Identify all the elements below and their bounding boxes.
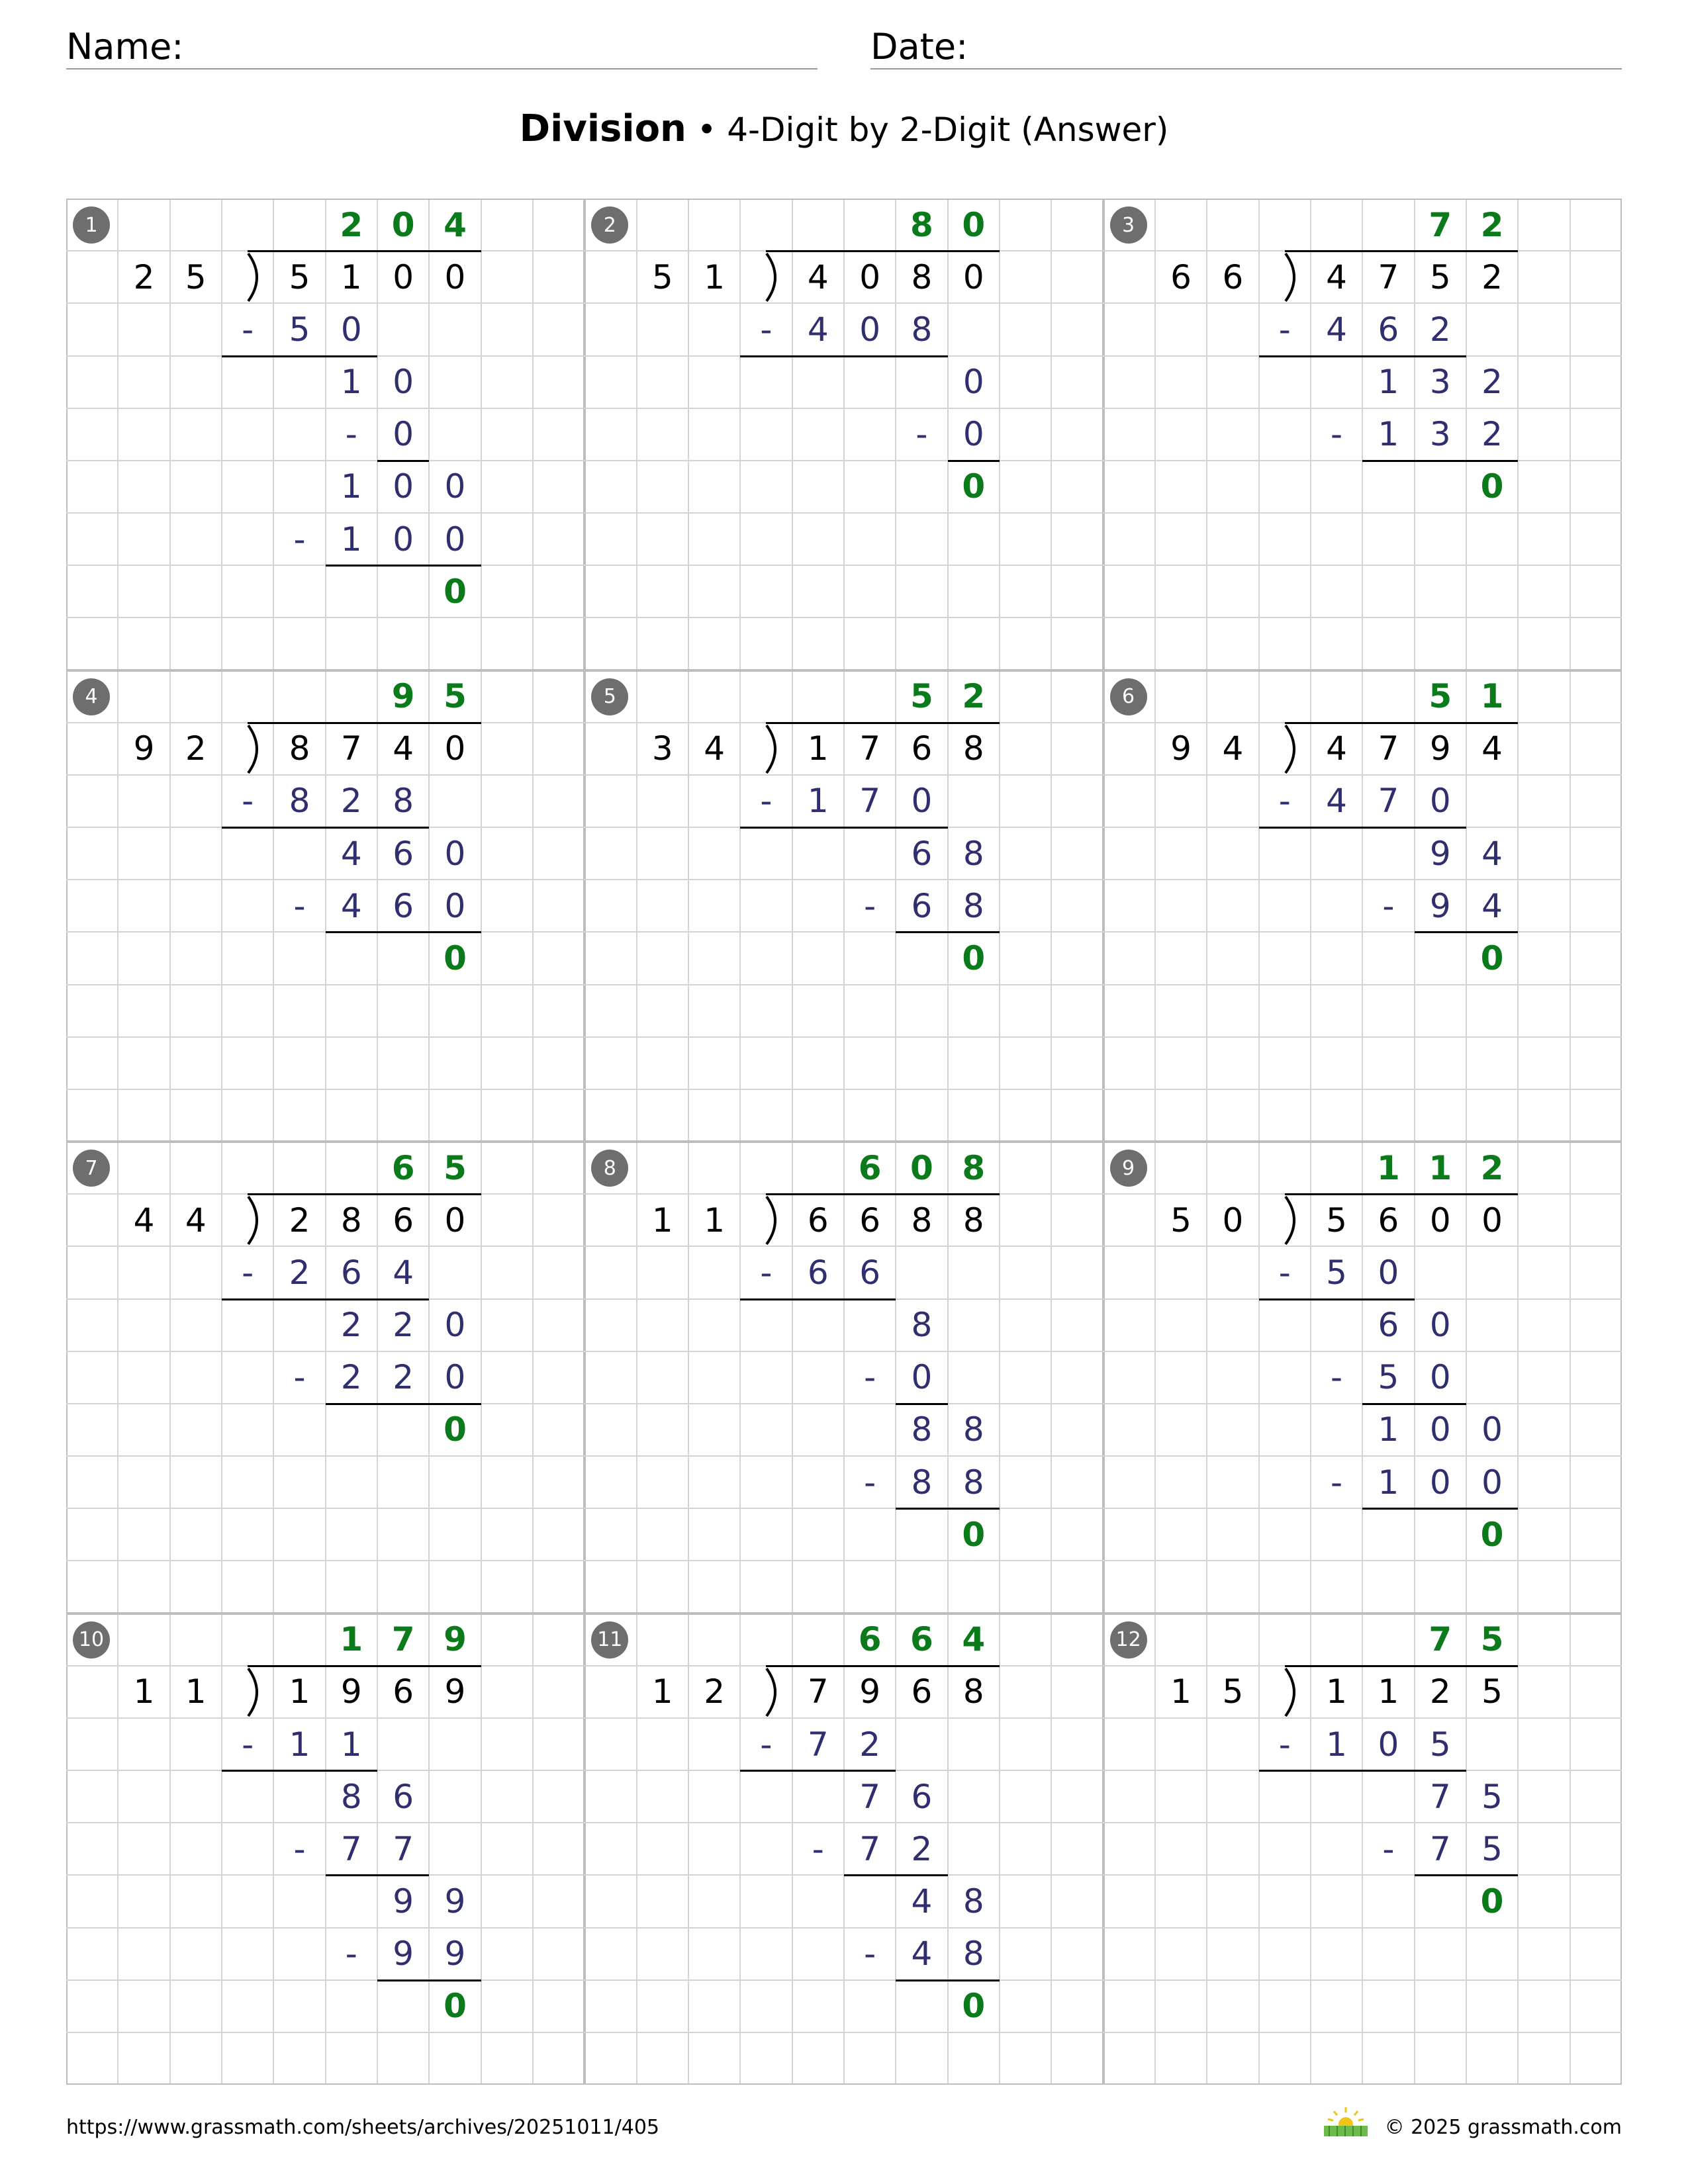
subtraction-line [740, 355, 947, 357]
partial-dividend-digit: 8 [911, 1306, 933, 1345]
worksheet-grid [66, 199, 1622, 2085]
partial-dividend-digit: 6 [393, 834, 414, 873]
divisor-digit: 1 [185, 1672, 207, 1711]
subtrahend-digit: 8 [962, 1934, 984, 1974]
partial-dividend-digit: 9 [444, 1882, 466, 1921]
divisor-digit: 9 [133, 729, 155, 768]
problem-number-badge: 4 [73, 678, 110, 715]
problem-number-badge: 1 [73, 206, 110, 244]
subtrahend-digit: 7 [340, 1829, 362, 1868]
dividend-digit: 0 [393, 257, 414, 296]
subtrahend-digit: 2 [289, 1253, 310, 1292]
subtrahend-digit: 4 [1326, 310, 1347, 349]
problem-number-badge: 12 [1110, 1621, 1147, 1659]
subtrahend-digit: 8 [289, 782, 310, 821]
divisor-digit: 1 [133, 1672, 155, 1711]
divisor-digit: 1 [1170, 1672, 1192, 1711]
problem-number-badge: 3 [1110, 206, 1147, 244]
subtrahend-digit: 0 [444, 886, 466, 925]
subtrahend-digit: 9 [1429, 886, 1451, 925]
minus-sign: - [864, 1934, 876, 1974]
minus-sign: - [1278, 782, 1291, 821]
division-bracket [222, 251, 273, 303]
partial-dividend-digit: 8 [340, 1777, 362, 1816]
quotient-digit: 5 [1480, 1620, 1504, 1659]
title-subtitle: • 4-Digit by 2-Digit (Answer) [696, 111, 1169, 149]
quotient-digit: 2 [340, 205, 363, 244]
dividend-digit: 1 [340, 257, 362, 296]
division-bracket [222, 1194, 273, 1246]
subtrahend-digit: 3 [1429, 415, 1451, 454]
divisor-digit: 1 [651, 1672, 673, 1711]
partial-dividend-digit: 7 [859, 1777, 880, 1816]
dividend-digit: 6 [393, 1201, 414, 1240]
minus-sign: - [345, 1934, 357, 1974]
subtrahend-digit: 2 [340, 782, 362, 821]
subtrahend-digit: 6 [911, 886, 933, 925]
problem-number-badge: 5 [591, 678, 628, 715]
dividend-digit: 8 [962, 729, 984, 768]
subtrahend-digit: 1 [340, 1725, 362, 1764]
dividend-digit: 4 [1326, 257, 1347, 296]
division-bracket [740, 723, 792, 775]
dividend-digit: 9 [859, 1672, 880, 1711]
subtrahend-digit: 5 [1429, 1725, 1451, 1764]
partial-dividend-digit: 0 [444, 834, 466, 873]
partial-dividend-digit: 8 [911, 1410, 933, 1449]
dividend-digit: 7 [1378, 257, 1399, 296]
quotient-digit: 5 [444, 1148, 467, 1187]
subtrahend-digit: 4 [1326, 782, 1347, 821]
subtrahend-digit: 5 [1326, 1253, 1347, 1292]
minus-sign: - [760, 782, 773, 821]
minus-sign: - [864, 886, 876, 925]
divisor-digit: 4 [704, 729, 726, 768]
footer-copyright: © 2025 grassmath.com [1384, 2116, 1622, 2139]
divisor-digit: 0 [1222, 1201, 1244, 1240]
subtrahend-digit: 0 [340, 310, 362, 349]
dividend-digit: 8 [962, 1201, 984, 1240]
dividend-digit: 7 [859, 729, 880, 768]
subtrahend-digit: 8 [911, 1463, 933, 1502]
quotient-digit: 2 [1480, 1148, 1504, 1187]
partial-dividend-digit: 5 [1481, 1777, 1503, 1816]
dividend-digit: 6 [393, 1672, 414, 1711]
divisor-digit: 4 [1222, 729, 1244, 768]
minus-sign: - [1382, 1829, 1395, 1868]
quotient-digit: 6 [391, 1148, 415, 1187]
subtrahend-digit: 0 [444, 520, 466, 559]
subtrahend-digit: 5 [1378, 1358, 1399, 1397]
dividend-digit: 7 [807, 1672, 829, 1711]
subtrahend-digit: 6 [393, 886, 414, 925]
partial-dividend-digit: 0 [1429, 1410, 1451, 1449]
quotient-digit: 0 [391, 205, 415, 244]
remainder-value: 0 [1480, 467, 1504, 506]
minus-sign: - [293, 1829, 306, 1868]
dividend-digit: 5 [1429, 257, 1451, 296]
partial-dividend-digit: 3 [1429, 363, 1451, 402]
quotient-digit: 7 [1429, 205, 1452, 244]
minus-sign: - [293, 520, 306, 559]
partial-dividend-digit: 1 [340, 363, 362, 402]
quotient-digit: 7 [1429, 1620, 1452, 1659]
subtrahend-digit: 9 [393, 1934, 414, 1974]
problem-number-badge: 2 [591, 206, 628, 244]
partial-dividend-digit: 6 [911, 1777, 933, 1816]
subtrahend-digit: 1 [1378, 1463, 1399, 1502]
subtrahend-digit: 2 [859, 1725, 880, 1764]
subtrahend-digit: 6 [859, 1253, 880, 1292]
dividend-digit: 0 [444, 1201, 466, 1240]
remainder-value: 0 [1480, 1515, 1504, 1554]
division-bracket [740, 251, 792, 303]
divisor-digit: 5 [651, 257, 673, 296]
quotient-digit: 6 [858, 1148, 882, 1187]
partial-dividend-digit: 0 [962, 363, 984, 402]
division-bracket [740, 1666, 792, 1718]
quotient-digit: 0 [962, 205, 986, 244]
subtrahend-digit: 6 [807, 1253, 829, 1292]
subtrahend-digit: 2 [393, 1358, 414, 1397]
remainder-value: 0 [962, 938, 986, 978]
minus-sign: - [1278, 1725, 1291, 1764]
dividend-digit: 4 [393, 729, 414, 768]
dividend-digit: 7 [1378, 729, 1399, 768]
partial-dividend-digit: 0 [393, 467, 414, 506]
quotient-digit: 5 [444, 677, 467, 716]
subtrahend-digit: 2 [1429, 310, 1451, 349]
problem-number-badge: 6 [1110, 678, 1147, 715]
partial-dividend-digit: 6 [393, 1777, 414, 1816]
dividend-digit: 5 [1326, 1201, 1347, 1240]
subtrahend-digit: 0 [911, 782, 933, 821]
division-bracket [222, 723, 273, 775]
partial-dividend-digit: 0 [444, 1306, 466, 1345]
partial-dividend-digit: 2 [393, 1306, 414, 1345]
subtrahend-digit: 6 [1378, 310, 1399, 349]
subtrahend-digit: 7 [1429, 1829, 1451, 1868]
dividend-digit: 1 [1378, 1672, 1399, 1711]
partial-dividend-digit: 0 [1481, 1410, 1503, 1449]
partial-dividend-digit: 4 [1481, 834, 1503, 873]
divisor-digit: 6 [1222, 257, 1244, 296]
name-label: Name: [66, 26, 184, 68]
divisor-digit: 2 [704, 1672, 726, 1711]
dividend-digit: 4 [1481, 729, 1503, 768]
name-line[interactable] [66, 68, 818, 69]
subtrahend-digit: 0 [393, 415, 414, 454]
partial-dividend-digit: 7 [1429, 1777, 1451, 1816]
title-main: Division [519, 107, 686, 150]
problem-number-badge: 10 [73, 1621, 110, 1659]
quotient-digit: 7 [391, 1620, 415, 1659]
minus-sign: - [1382, 886, 1395, 925]
subtrahend-digit: 4 [340, 886, 362, 925]
problem-number-badge: 9 [1110, 1150, 1147, 1187]
dividend-digit: 0 [444, 729, 466, 768]
quotient-digit: 2 [1480, 205, 1504, 244]
dividend-digit: 8 [911, 1201, 933, 1240]
partial-dividend-digit: 2 [340, 1306, 362, 1345]
divisor-digit: 5 [1170, 1201, 1192, 1240]
problem-number-badge: 8 [591, 1150, 628, 1187]
subtraction-line [740, 1298, 896, 1300]
dividend-digit: 9 [340, 1672, 362, 1711]
quotient-digit: 2 [962, 677, 986, 716]
problem-number-badge: 7 [73, 1150, 110, 1187]
division-bracket [1259, 1666, 1311, 1718]
quotient-digit: 4 [962, 1620, 986, 1659]
dividend-digit: 6 [859, 1201, 880, 1240]
partial-dividend-digit: 1 [1378, 1410, 1399, 1449]
partial-dividend-digit: 1 [340, 467, 362, 506]
subtrahend-digit: 2 [1481, 415, 1503, 454]
dividend-digit: 4 [1326, 729, 1347, 768]
minus-sign: - [1331, 1358, 1343, 1397]
dividend-digit: 6 [911, 729, 933, 768]
subtrahend-digit: 0 [1481, 1463, 1503, 1502]
subtrahend-digit: 4 [911, 1934, 933, 1974]
minus-sign: - [293, 886, 306, 925]
subtrahend-digit: 1 [340, 520, 362, 559]
subtrahend-digit: 0 [1378, 1725, 1399, 1764]
dividend-digit: 9 [1429, 729, 1451, 768]
subtrahend-digit: 4 [393, 1253, 414, 1292]
dividend-digit: 1 [289, 1672, 310, 1711]
divisor-digit: 4 [133, 1201, 155, 1240]
partial-dividend-digit: 0 [393, 363, 414, 402]
divisor-digit: 2 [185, 729, 207, 768]
subtrahend-digit: 8 [962, 886, 984, 925]
minus-sign: - [760, 1725, 773, 1764]
partial-dividend-digit: 9 [393, 1882, 414, 1921]
subtrahend-digit: 8 [393, 782, 414, 821]
subtrahend-digit: 0 [962, 415, 984, 454]
subtrahend-digit: 8 [962, 1463, 984, 1502]
partial-dividend-digit: 6 [911, 834, 933, 873]
minus-sign: - [1278, 1253, 1291, 1292]
subtrahend-digit: 2 [340, 1358, 362, 1397]
dividend-digit: 8 [962, 1672, 984, 1711]
divisor-digit: 2 [133, 257, 155, 296]
partial-dividend-digit: 8 [962, 834, 984, 873]
partial-dividend-digit: 2 [1481, 363, 1503, 402]
subtrahend-digit: 7 [859, 1829, 880, 1868]
remainder-value: 0 [444, 1410, 467, 1449]
quotient-digit: 8 [910, 205, 933, 244]
dividend-digit: 0 [444, 257, 466, 296]
divisor-digit: 9 [1170, 729, 1192, 768]
subtrahend-digit: 7 [1378, 782, 1399, 821]
dividend-digit: 0 [859, 257, 880, 296]
subtrahend-digit: 0 [1429, 1358, 1451, 1397]
remainder-value: 0 [962, 467, 986, 506]
minus-sign: - [915, 415, 928, 454]
remainder-value: 0 [444, 572, 467, 611]
minus-sign: - [1278, 310, 1291, 349]
remainder-value: 0 [1480, 1882, 1504, 1921]
dividend-digit: 0 [962, 257, 984, 296]
subtrahend-digit: 9 [444, 1934, 466, 1974]
dividend-digit: 8 [340, 1201, 362, 1240]
partial-dividend-digit: 4 [340, 834, 362, 873]
minus-sign: - [760, 1253, 773, 1292]
subtrahend-digit: 5 [1481, 1829, 1503, 1868]
minus-sign: - [242, 782, 254, 821]
subtrahend-digit: 8 [911, 310, 933, 349]
dividend-digit: 5 [1481, 1672, 1503, 1711]
quotient-digit: 1 [340, 1620, 363, 1659]
date-label: Date: [870, 26, 968, 68]
partial-dividend-digit: 6 [1378, 1306, 1399, 1345]
divisor-digit: 1 [651, 1201, 673, 1240]
sun-over-grass-icon [1323, 2105, 1369, 2138]
date-line[interactable] [870, 68, 1622, 69]
dividend-digit: 4 [807, 257, 829, 296]
subtrahend-digit: 5 [289, 310, 310, 349]
minus-sign: - [242, 1253, 254, 1292]
subtrahend-digit: 0 [393, 520, 414, 559]
quotient-digit: 1 [1377, 1148, 1400, 1187]
subtrahend-digit: 4 [1481, 886, 1503, 925]
dividend-digit: 8 [289, 729, 310, 768]
minus-sign: - [1331, 1463, 1343, 1502]
division-bracket [1259, 251, 1311, 303]
subtrahend-digit: 1 [1326, 1725, 1347, 1764]
subtrahend-digit: 7 [807, 1725, 829, 1764]
subtrahend-digit: 6 [340, 1253, 362, 1292]
partial-dividend-digit: 8 [962, 1882, 984, 1921]
minus-sign: - [242, 310, 254, 349]
dividend-digit: 1 [1326, 1672, 1347, 1711]
minus-sign: - [242, 1725, 254, 1764]
dividend-digit: 7 [340, 729, 362, 768]
dividend-digit: 0 [1481, 1201, 1503, 1240]
quotient-digit: 4 [444, 205, 467, 244]
subtrahend-digit: 2 [911, 1829, 933, 1868]
quotient-digit: 5 [910, 677, 933, 716]
quotient-digit: 9 [391, 677, 415, 716]
quotient-digit: 6 [858, 1620, 882, 1659]
minus-sign: - [864, 1358, 876, 1397]
minus-sign: - [345, 415, 357, 454]
subtrahend-digit: 0 [911, 1358, 933, 1397]
dividend-digit: 9 [444, 1672, 466, 1711]
dividend-digit: 2 [1481, 257, 1503, 296]
dividend-digit: 1 [807, 729, 829, 768]
dividend-digit: 6 [911, 1672, 933, 1711]
page-title [0, 106, 1688, 153]
divisor-digit: 6 [1170, 257, 1192, 296]
divisor-digit: 1 [704, 1201, 726, 1240]
division-bracket [1259, 723, 1311, 775]
divisor-digit: 1 [704, 257, 726, 296]
subtrahend-digit: 0 [859, 310, 880, 349]
quotient-digit: 1 [1429, 1148, 1452, 1187]
dividend-digit: 2 [289, 1201, 310, 1240]
divisor-digit: 4 [185, 1201, 207, 1240]
subtrahend-digit: 0 [444, 1358, 466, 1397]
quotient-digit: 9 [444, 1620, 467, 1659]
quotient-digit: 6 [910, 1620, 933, 1659]
subtrahend-digit: 1 [1378, 415, 1399, 454]
subtrahend-digit: 7 [859, 782, 880, 821]
divisor-digit: 5 [185, 257, 207, 296]
dividend-digit: 2 [1429, 1672, 1451, 1711]
dividend-digit: 8 [911, 257, 933, 296]
quotient-digit: 1 [1480, 677, 1504, 716]
dividend-digit: 6 [1378, 1201, 1399, 1240]
subtrahend-digit: 7 [393, 1829, 414, 1868]
division-bracket [740, 1194, 792, 1246]
subtrahend-digit: 0 [1378, 1253, 1399, 1292]
partial-dividend-digit: 4 [911, 1882, 933, 1921]
remainder-value: 0 [962, 1987, 986, 2026]
partial-dividend-digit: 8 [962, 1410, 984, 1449]
remainder-value: 0 [444, 938, 467, 978]
remainder-value: 0 [962, 1515, 986, 1554]
divisor-digit: 3 [651, 729, 673, 768]
minus-sign: - [1331, 415, 1343, 454]
subtrahend-digit: 0 [1429, 782, 1451, 821]
footer-url[interactable]: https://www.grassmath.com/sheets/archives/20251011/405 [66, 2116, 660, 2139]
division-bracket [1259, 1194, 1311, 1246]
divisor-digit: 5 [1222, 1672, 1244, 1711]
remainder-value: 0 [444, 1987, 467, 2026]
dividend-digit: 5 [289, 257, 310, 296]
dividend-digit: 6 [807, 1201, 829, 1240]
partial-dividend-digit: 1 [1378, 363, 1399, 402]
minus-sign: - [293, 1358, 306, 1397]
partial-dividend-digit: 0 [444, 467, 466, 506]
quotient-digit: 8 [962, 1148, 986, 1187]
minus-sign: - [864, 1463, 876, 1502]
minus-sign: - [760, 310, 773, 349]
subtrahend-digit: 0 [1429, 1463, 1451, 1502]
partial-dividend-digit: 9 [1429, 834, 1451, 873]
remainder-value: 0 [1480, 938, 1504, 978]
dividend-digit: 0 [1429, 1201, 1451, 1240]
subtrahend-digit: 4 [807, 310, 829, 349]
quotient-digit: 0 [910, 1148, 933, 1187]
subtrahend-digit: 1 [807, 782, 829, 821]
problem-number-badge: 11 [591, 1621, 628, 1659]
quotient-digit: 5 [1429, 677, 1452, 716]
partial-dividend-digit: 0 [1429, 1306, 1451, 1345]
minus-sign: - [812, 1829, 824, 1868]
subtrahend-digit: 1 [289, 1725, 310, 1764]
division-bracket [222, 1666, 273, 1718]
